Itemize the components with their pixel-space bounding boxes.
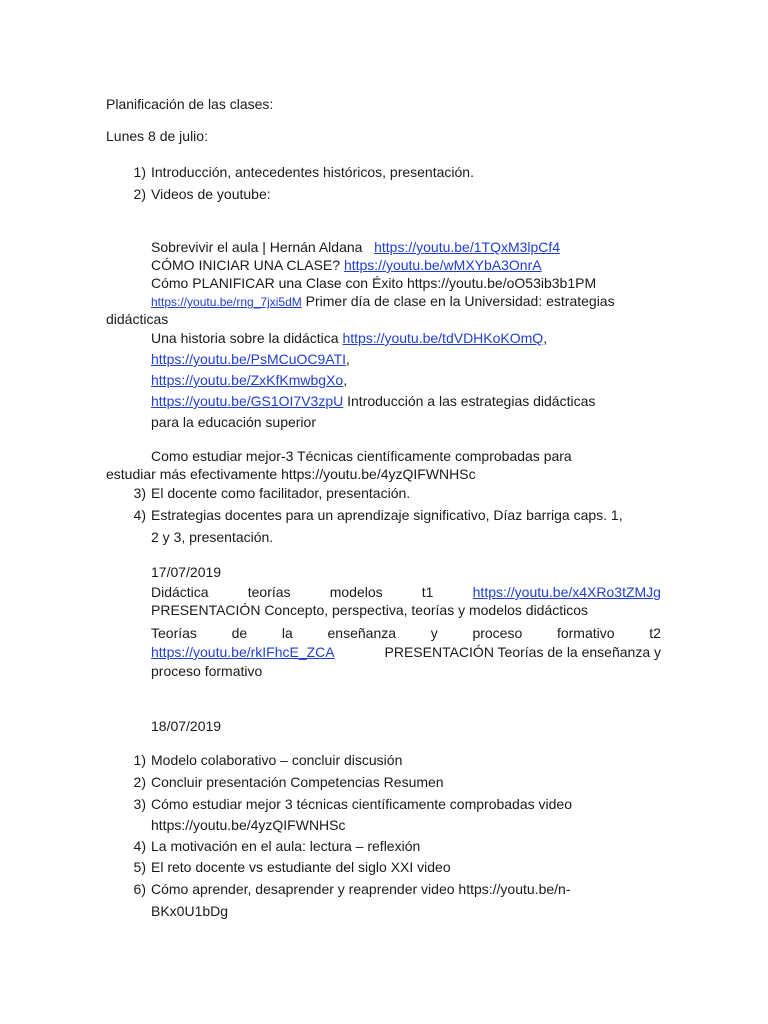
video-link[interactable]: https://youtu.be/GS1OI7V3zpU (151, 393, 344, 409)
video-line: https://youtu.be/ZxKfKmwbgXo, (151, 372, 348, 388)
justified-line (151, 642, 661, 662)
word: proceso (472, 625, 523, 641)
word: Didáctica (151, 584, 209, 600)
word: t1 (421, 584, 434, 600)
list-item: Concluir presentación Competencias Resumen (151, 774, 444, 790)
video-line (151, 291, 615, 312)
day1-heading: Lunes 8 de julio: (106, 128, 208, 144)
text-line: proceso formativo (151, 663, 263, 679)
list-item: Modelo colaborativo – concluir discusión (151, 752, 403, 768)
video-title: Sobrevivir el aula | Hernán Aldana (151, 239, 363, 255)
video-link[interactable]: https://youtu.be/PsMCuOC9ATI (151, 351, 347, 367)
video-line: Cómo PLANIFICAR una Clase con Éxito https://youtu.be/oO53ib3b1PM (151, 275, 597, 291)
word: teorías (247, 584, 291, 600)
video-link[interactable]: https://youtu.be/ZxKfKmwbgXo (151, 372, 344, 388)
word: formativo (556, 625, 615, 641)
list-number: 4) (133, 838, 146, 854)
video-link[interactable]: https://youtu.be/rkIFhcE_ZCA (151, 644, 335, 660)
video-title: Primer día de clase en la Universidad: estrategias (305, 293, 615, 309)
list-number: 3) (133, 796, 146, 812)
list-item-continuation: https://youtu.be/4yzQIFWNHSc (151, 817, 346, 833)
word: modelos (329, 584, 383, 600)
list-item: Cómo aprender, desaprender y reaprender video https://youtu.be/n- (151, 881, 571, 897)
word: de (231, 625, 248, 641)
video-link[interactable]: https://youtu.be/rng_7jxi5dM (151, 295, 302, 309)
video-link[interactable]: https://youtu.be/1TQxM3lpCf4 (374, 239, 561, 255)
list-item: Estrategias docentes para un aprendizaje significativo, Díaz barriga caps. 1, (151, 507, 623, 523)
justified-line (151, 623, 661, 643)
list-item: El docente como facilitador, presentación. (151, 485, 411, 501)
list-number: 5) (133, 859, 146, 875)
list-item: Introducción, antecedentes históricos, presentación. (151, 164, 474, 180)
video-line: https://youtu.be/PsMCuOC9ATI, (151, 351, 350, 367)
video-line: Como estudiar mejor-3 Técnicas científicamente comprobadas para (151, 448, 572, 464)
video-link[interactable]: https://youtu.be/wMXYbA3OnrA (343, 257, 542, 273)
text-line: PRESENTACIÓN Concepto, perspectiva, teorías y modelos didácticos (151, 602, 589, 618)
video-line (151, 391, 595, 411)
video-title: Una historia sobre la didáctica (151, 330, 339, 346)
date-heading: 17/07/2019 (151, 564, 222, 580)
text-segment: PRESENTACIÓN Teorías de la enseñanza y (384, 644, 661, 660)
video-line: Una historia sobre la didáctica https://youtu.be/tdVDHKoKOmQ, (151, 330, 548, 346)
video-title-continuation: para la educación superior (151, 414, 316, 430)
document-title: Planificación de las clases: (106, 96, 274, 112)
word: y (430, 625, 438, 641)
word: la (281, 625, 293, 641)
list-item: El reto docente vs estudiante del siglo XXI video (151, 859, 451, 875)
video-line: estudiar más efectivamente https://youtu.be/4yzQIFWNHSc (106, 466, 476, 482)
list-item: La motivación en el aula: lectura – reflexión (151, 838, 421, 854)
video-line (151, 237, 560, 257)
list-number: 4) (133, 507, 146, 523)
video-link[interactable]: https://youtu.be/tdVDHKoKOmQ (342, 330, 544, 346)
list-item: Cómo estudiar mejor 3 técnicas científicamente comprobadas video (151, 796, 572, 812)
list-item-continuation: BKx0U1bDg (151, 903, 229, 919)
word: enseñanza (327, 625, 397, 641)
video-line (151, 255, 542, 275)
video-title: CÓMO INICIAR UNA CLASE? (151, 257, 341, 273)
list-number: 2) (133, 774, 146, 790)
video-title-continuation: didácticas (106, 311, 169, 327)
list-number: 1) (133, 164, 146, 180)
list-number: 3) (133, 485, 146, 501)
list-number: 2) (133, 186, 146, 202)
list-item: Videos de youtube: (151, 186, 271, 202)
date-heading: 18/07/2019 (151, 718, 222, 734)
video-link[interactable]: https://youtu.be/x4XRo3tZMJg (472, 584, 661, 600)
list-item-continuation: 2 y 3, presentación. (151, 529, 274, 545)
word: Teorías (151, 625, 197, 641)
list-number: 1) (133, 752, 146, 768)
justified-line (151, 582, 661, 602)
video-title: Introducción a las estrategias didácticas (347, 393, 596, 409)
list-number: 6) (133, 881, 146, 897)
word: t2 (649, 625, 661, 641)
